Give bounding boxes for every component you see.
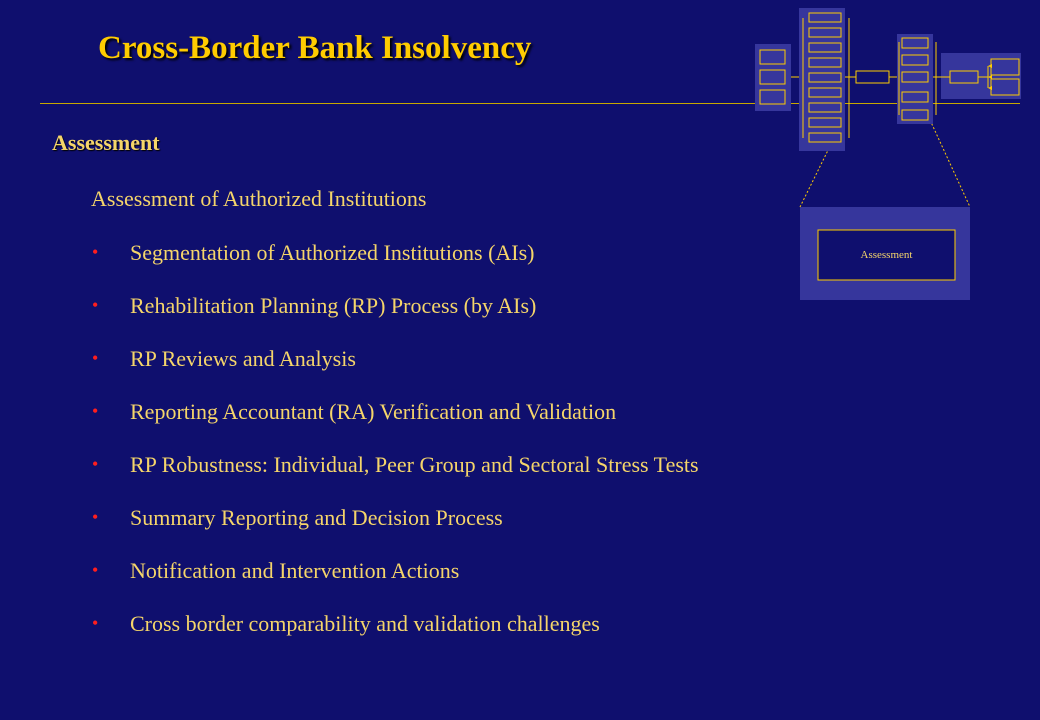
bullet-icon: • bbox=[92, 348, 99, 368]
bullet-icon: • bbox=[92, 242, 99, 262]
slide-title: Cross-Border Bank Insolvency bbox=[98, 30, 532, 66]
bullet-icon: • bbox=[92, 560, 99, 580]
list-item-text: RP Reviews and Analysis bbox=[130, 346, 356, 371]
bullet-icon: • bbox=[92, 454, 99, 474]
list-item-text: RP Robustness: Individual, Peer Group and Sectoral Stress Tests bbox=[130, 452, 699, 477]
list-item-text: Cross border comparability and validation challenges bbox=[130, 611, 600, 636]
diagram-link-box-1 bbox=[856, 71, 889, 83]
list-item-text: Reporting Accountant (RA) Verification and Validation bbox=[130, 399, 617, 424]
list-item-text: Rehabilitation Planning (RP) Process (by AIs) bbox=[130, 293, 537, 318]
bullet-icon: • bbox=[92, 295, 99, 315]
list-item-text: Segmentation of Authorized Institutions (AIs) bbox=[130, 240, 535, 265]
diagram-panel-4 bbox=[941, 53, 1021, 99]
diagram-panel-2 bbox=[799, 8, 845, 151]
subtitle: Assessment of Authorized Institutions bbox=[91, 186, 427, 211]
list-item-text: Notification and Intervention Actions bbox=[130, 558, 460, 583]
bullet-icon: • bbox=[92, 613, 99, 633]
section-heading: Assessment bbox=[52, 130, 160, 155]
bullet-icon: • bbox=[92, 401, 99, 421]
list-item-text: Summary Reporting and Decision Process bbox=[130, 505, 503, 530]
zoom-line-right bbox=[930, 120, 970, 207]
assessment-zoom-label: Assessment bbox=[860, 249, 913, 261]
bullet-icon: • bbox=[92, 507, 99, 527]
